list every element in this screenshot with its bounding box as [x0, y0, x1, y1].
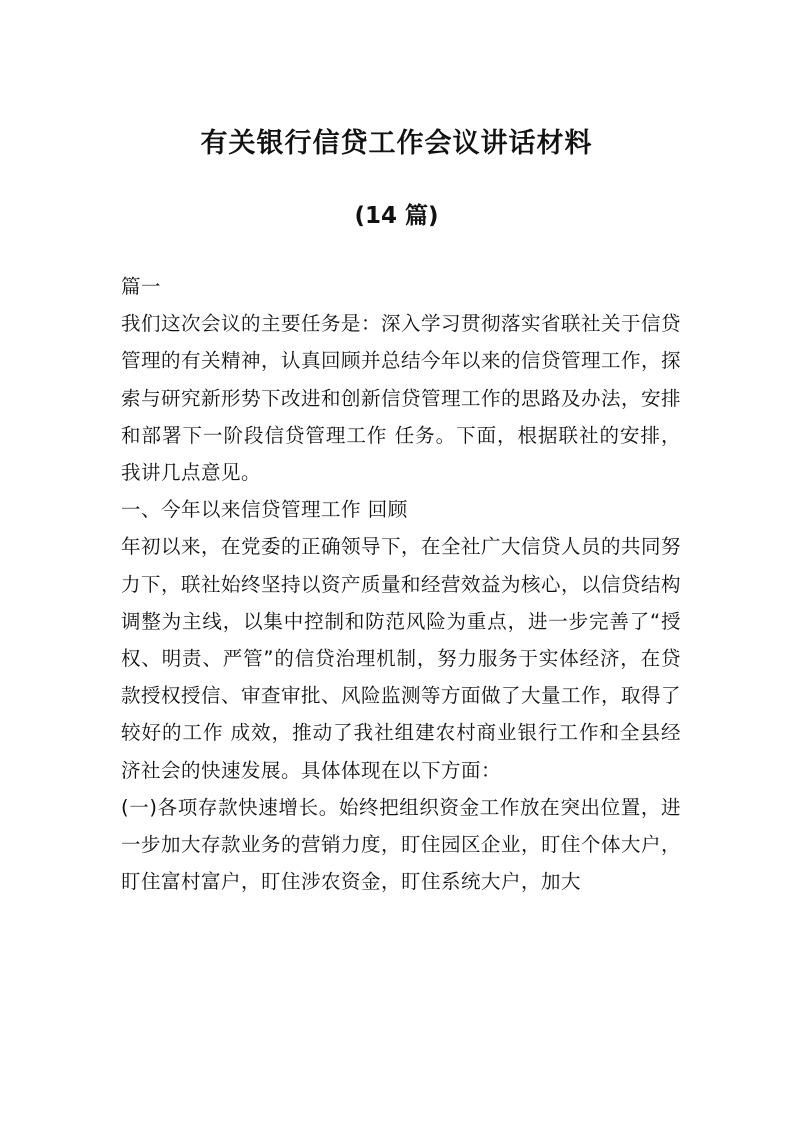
section-label: 篇一 — [121, 275, 162, 298]
document-title: 有关银行信贷工作会议讲话材料 — [200, 128, 593, 159]
document-subtitle: (14 篇) — [354, 203, 439, 229]
paragraph-deposits: (一)各项存款快速增长。始终把组织资金工作放在突出位置，进一步加大存款业务的营销力度，盯住园区企业，盯住个体大户，盯住富村富户，盯住涉农资金，盯住系统大户，加大 — [121, 795, 682, 894]
paragraph-intro: 我们这次会议的主要任务是：深入学习贯彻落实省联社关于信贷管理的有关精神，认真回顾并总结今年以来的信贷管理工作，探索与研究新形势下改进和创新信贷管理工作的思路及办法，安排和部署下一阶段信贷管理工作 任务。下面，根据联社的安排，我讲几点意见。 — [121, 312, 682, 485]
document-body — [121, 268, 681, 900]
section-heading: 一、今年以来信贷管理工作 回顾 — [121, 498, 408, 522]
paragraph-review: 年初以来，在党委的正确领导下，在全社广大信贷人员的共同努力下，联社始终坚持以资产质量和经营效益为核心，以信贷结构调整为主线，以集中控制和防范风险为重点，进一步完善了“授权、明责、严管”的信贷治理机制，努力服务于实体经济，在贷款授权授信、审查审批、风险监测等方面做了大量工作，取得了较好的工作 成效，推动了我社组建农村商业银行工作和全县经济社会的快速发展。具体体现在以下方面： — [121, 535, 682, 782]
